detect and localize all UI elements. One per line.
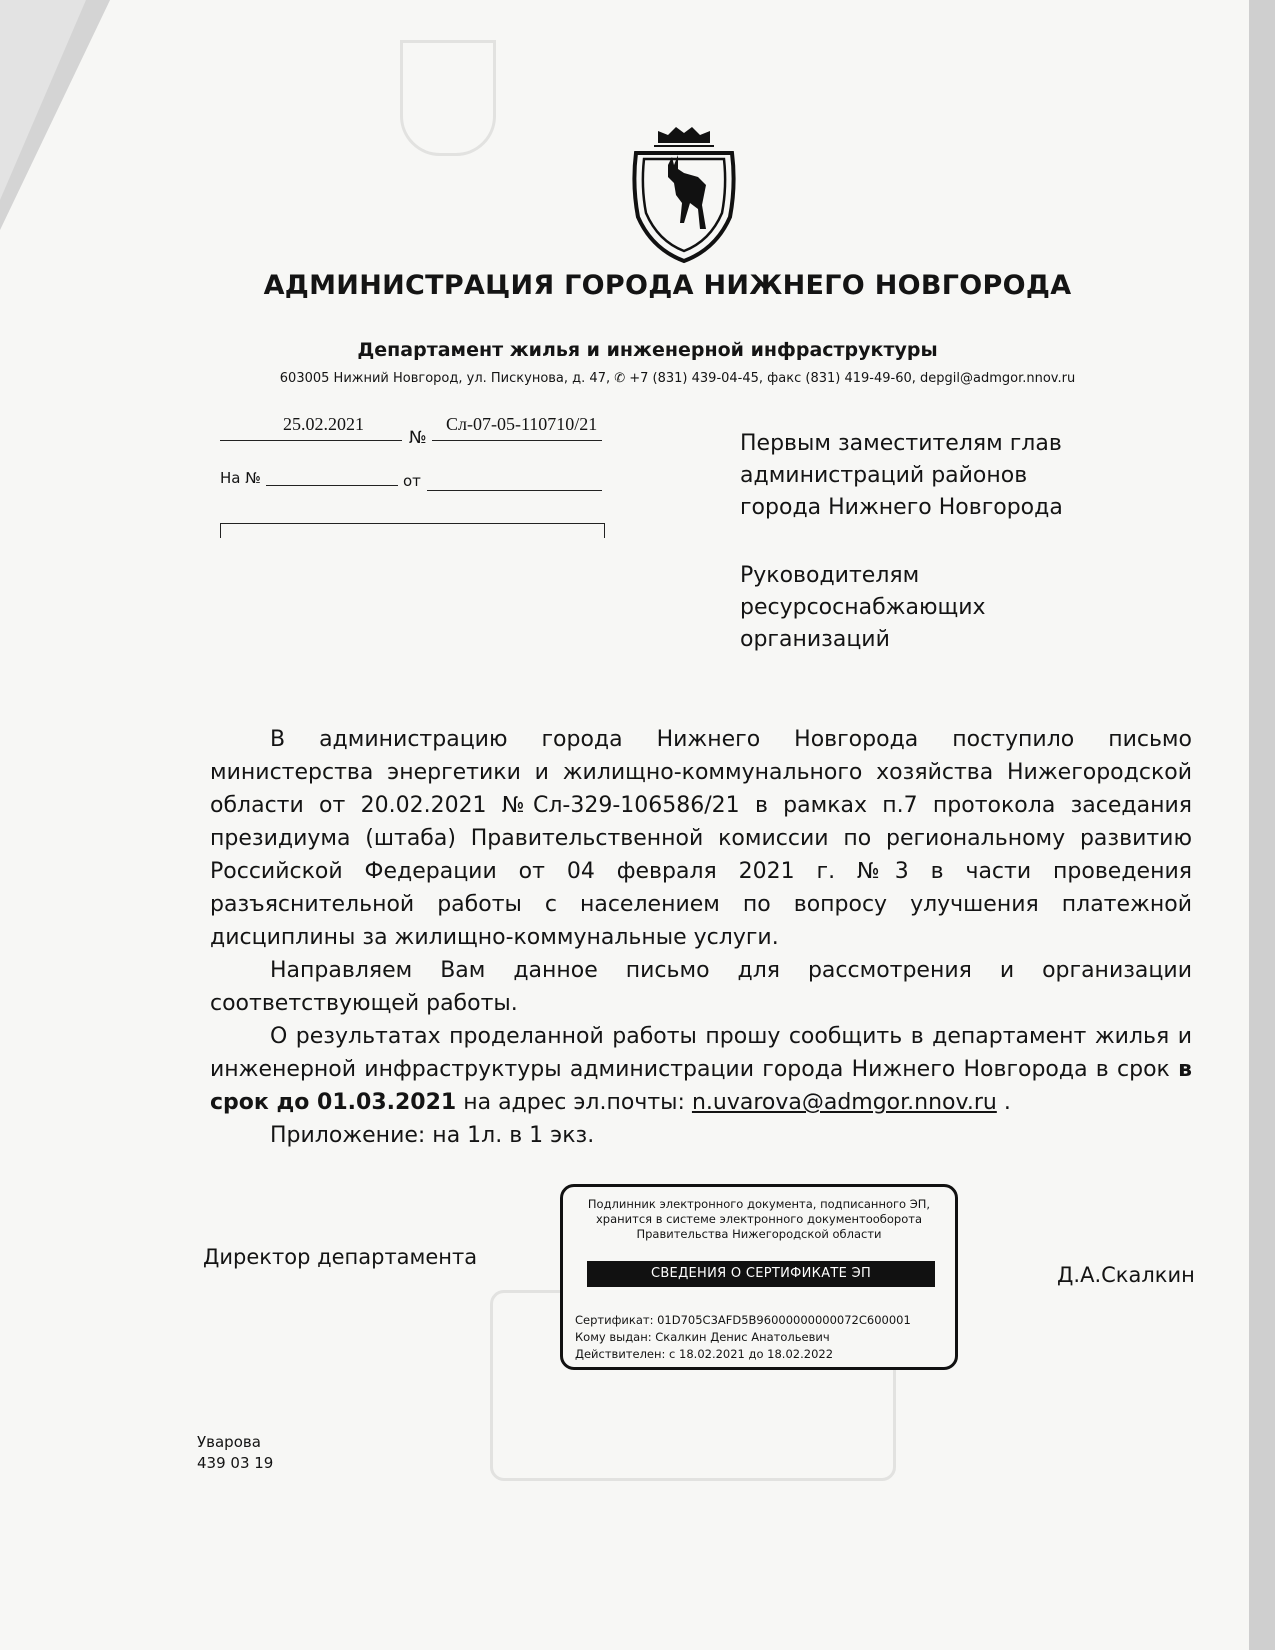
- contact-email-link[interactable]: n.uvarova@admgor.nnov.ru: [691, 1090, 997, 1115]
- letter-body: [210, 723, 1192, 1152]
- stamp-header-line: Подлинник электронного документа, подписанного ЭП,: [587, 1197, 931, 1211]
- stamp-header-line: Правительства Нижегородской области: [636, 1227, 882, 1241]
- organization-title: АДМИНИСТРАЦИЯ ГОРОДА НИЖНЕГО НОВГОРОДА: [263, 270, 1072, 301]
- recipient-line: Руководителям: [740, 563, 920, 588]
- recipient-block-suppliers: [740, 560, 1200, 656]
- coat-of-arms-icon: [628, 125, 740, 265]
- body-paragraph-2: Направляем Вам данное письмо для рассмотрения и организации соответствующей работы.: [210, 958, 1192, 1016]
- request-text: О результатах проделанной работы прошу сообщить в департамент жилья и инженерной инфраструктуры администрации города Нижнего Новгорода в срок: [210, 1024, 1192, 1082]
- reference-date-label: от: [403, 472, 421, 490]
- reference-number-line: [266, 485, 398, 486]
- body-paragraph-3: [210, 1020, 1192, 1119]
- number-line: [432, 440, 602, 441]
- number-sign: №: [409, 428, 427, 448]
- electronic-signature-stamp: [560, 1184, 958, 1370]
- stamp-validity: Действителен: с 18.02.2021 до 18.02.2022: [575, 1347, 834, 1361]
- recipient-line: ресурсоснабжающих: [740, 595, 986, 620]
- reference-date-line: [427, 490, 602, 491]
- stamp-header-line: хранится в системе электронного документооборота: [596, 1212, 922, 1226]
- stamp-certificate: Сертификат: 01D705C3AFD5B96000000000072C600001: [575, 1313, 911, 1327]
- stamp-title: СВЕДЕНИЯ О СЕРТИФИКАТЕ ЭП: [587, 1261, 935, 1287]
- page-edge: [1249, 0, 1275, 1650]
- document-number: Сл-07-05-110710/21: [446, 414, 598, 434]
- reference-number-label: На №: [220, 469, 261, 487]
- recipient-line: Первым заместителям глав: [740, 431, 1062, 456]
- body-paragraph-1: В администрацию города Нижнего Новгорода поступило письмо министерства энергетики и жилищно-коммунального хозяйства Нижегородской области от 20.02.2021 №Сл-329-106586/21 в рамках п.7 протокола заседания президиума (штаба) Правительственной комиссии по региональному развитию Российской Федерации от 04 февраля 2021 г. №3 в части проведения разъяснительной работы с населением по вопросу улучшения платежной дисциплины за жилищно-коммунальные услуги.: [210, 727, 1192, 950]
- department-title: Департамент жилья и инженерной инфраструктуры: [357, 339, 938, 361]
- subject-bracket: [220, 523, 605, 538]
- attachment-note: Приложение: на 1л. в 1 экз.: [270, 1123, 595, 1148]
- department-address: 603005 Нижний Новгород, ул. Пискунова, д. 47, ✆ +7 (831) 439-04-45, факс (831) 419-49-60, depgil@admgor.nnov.ru: [279, 371, 1076, 386]
- recipient-line: города Нижнего Новгорода: [740, 495, 1063, 520]
- email-label: на адрес эл.почты:: [463, 1090, 685, 1115]
- executor-name: Уварова: [197, 1433, 261, 1451]
- date-line: [220, 440, 402, 441]
- stamp-header: [563, 1197, 955, 1242]
- signatory-position: Директор департамента: [203, 1245, 478, 1269]
- document-date: 25.02.2021: [283, 414, 364, 434]
- stamp-issued-to: Кому выдан: Скалкин Денис Анатольевич: [575, 1330, 830, 1344]
- recipient-block-deputies: [740, 428, 1200, 524]
- show-through-emblem: [400, 40, 496, 156]
- signatory-name: Д.А.Скалкин: [1057, 1263, 1195, 1287]
- executor-phone: 439 03 19: [197, 1454, 274, 1472]
- sentence-end: .: [1003, 1090, 1011, 1115]
- executor-block: [197, 1432, 273, 1474]
- deadline-text: в срок до 01.03.2021: [210, 1057, 1192, 1115]
- recipient-line: организаций: [740, 627, 890, 652]
- recipient-line: администраций районов: [740, 463, 1028, 488]
